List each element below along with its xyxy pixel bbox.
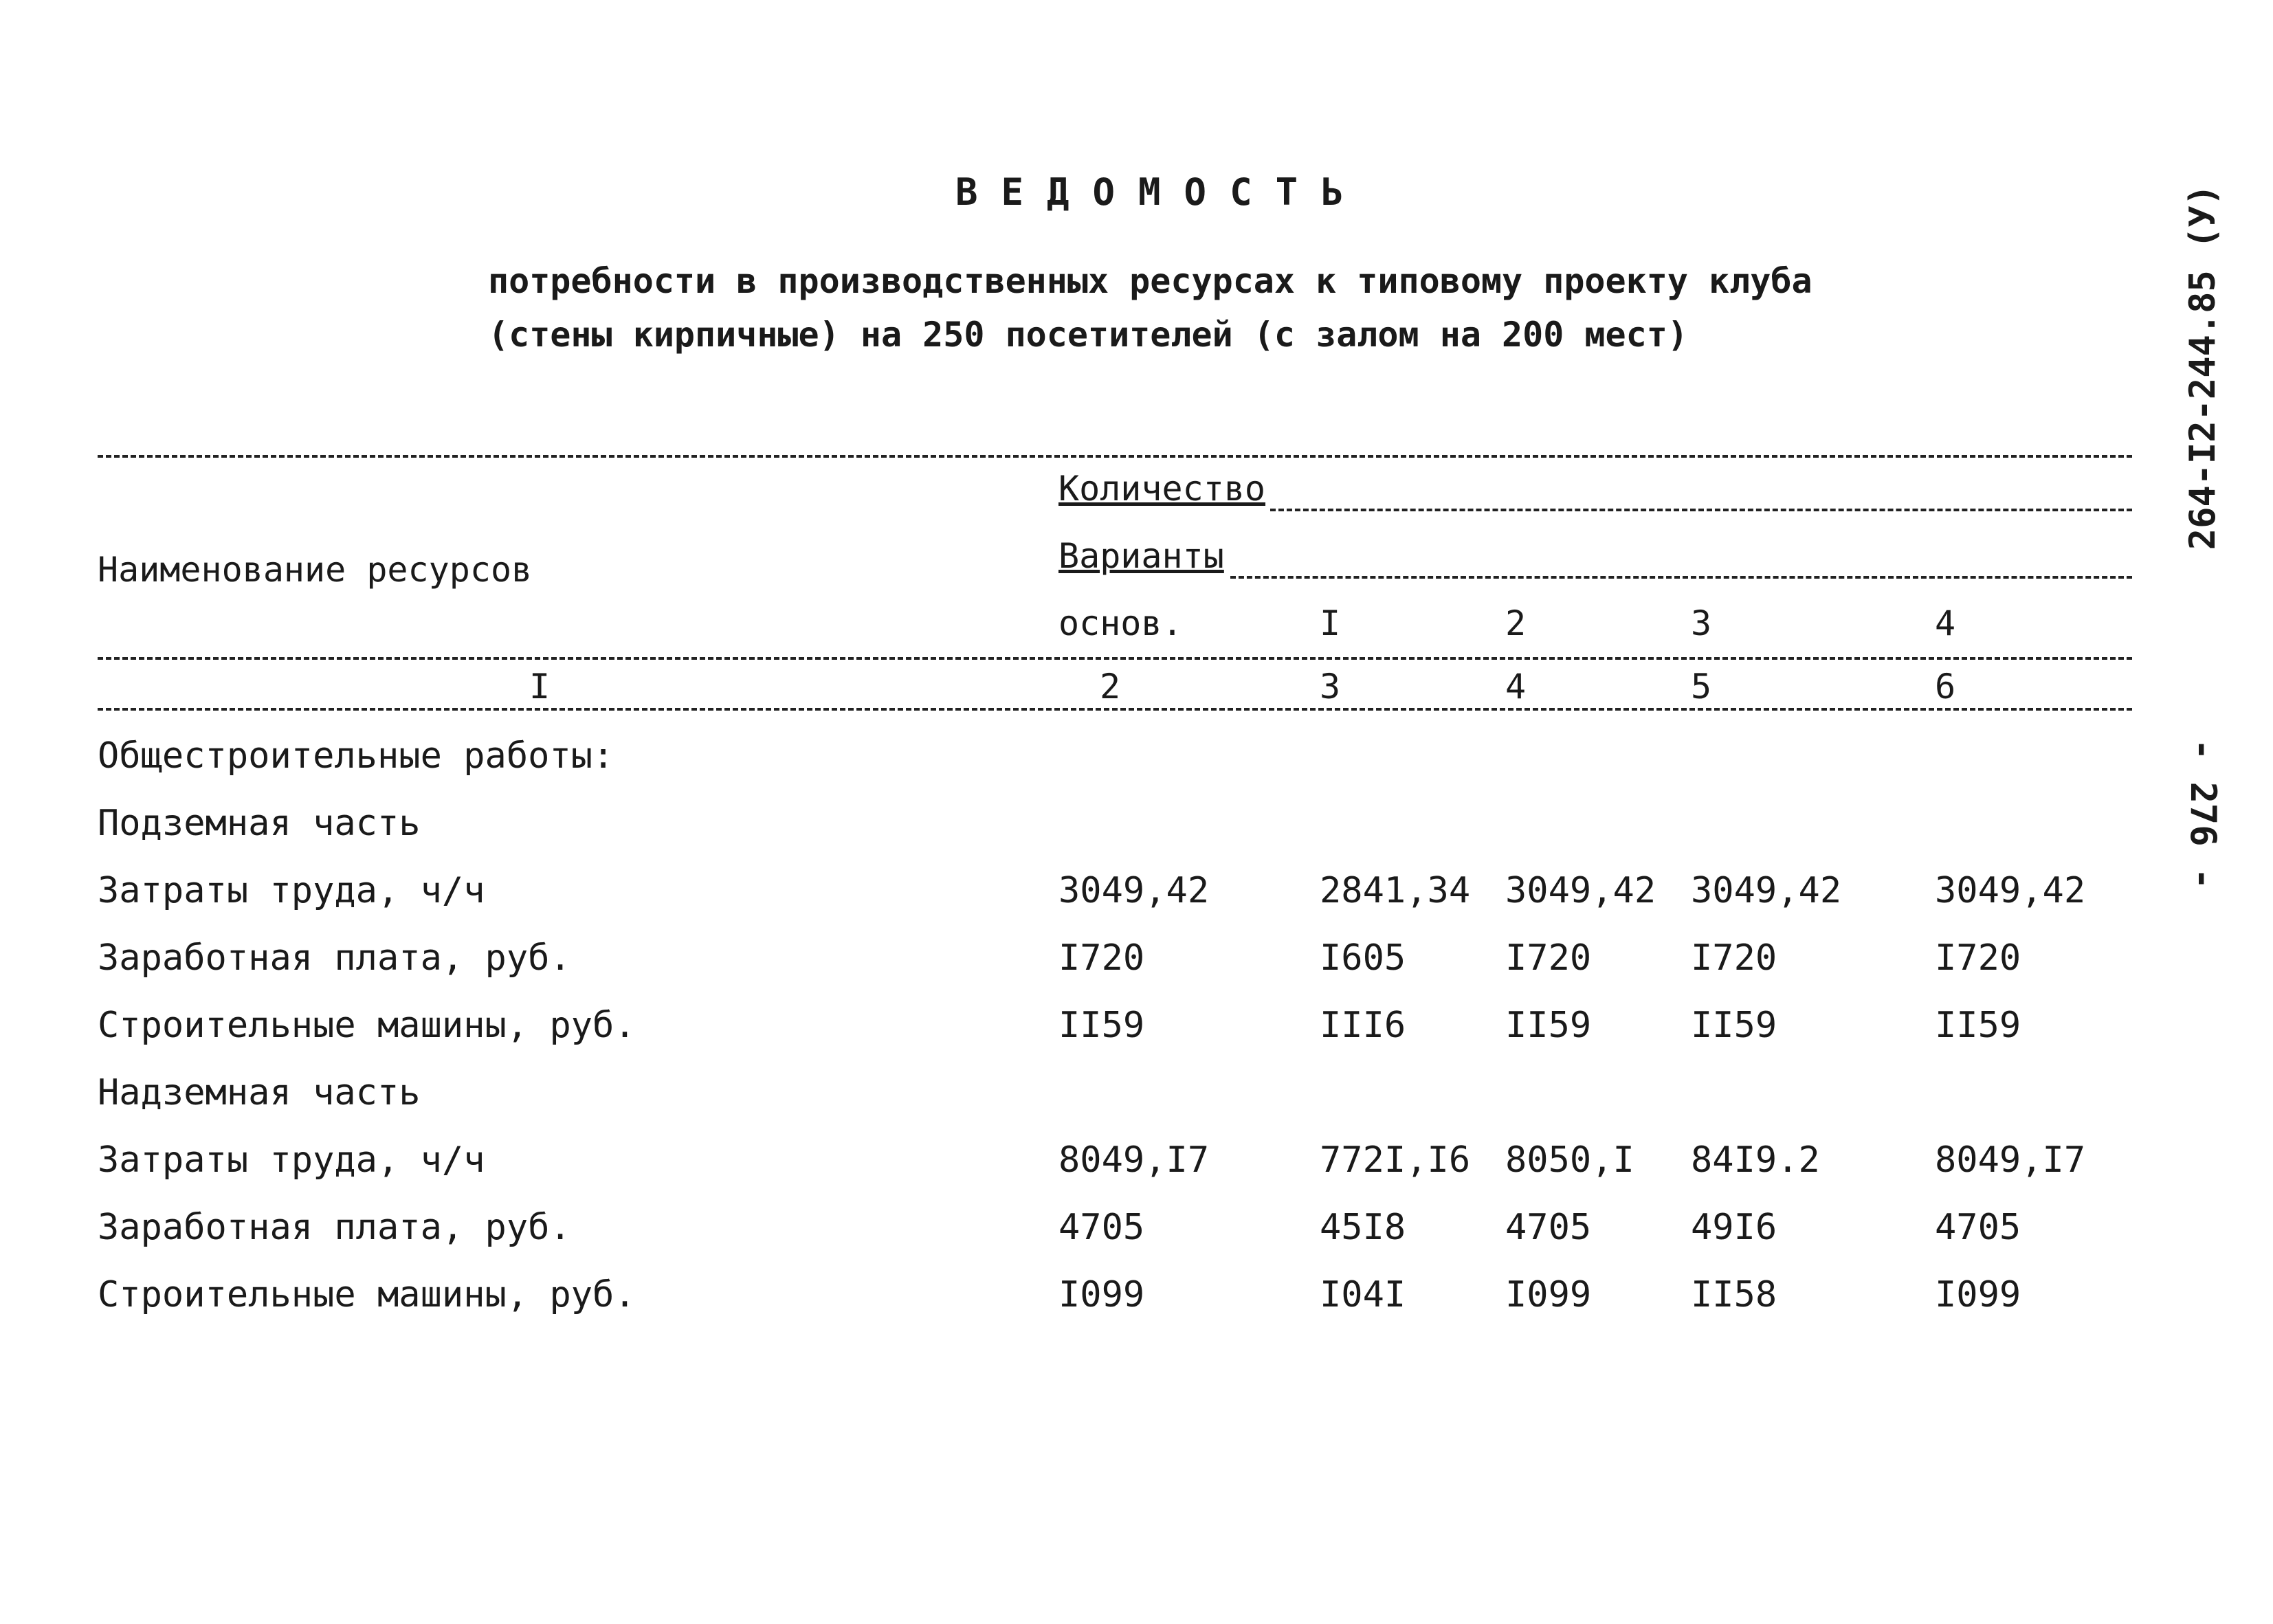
header-variant-2: 2 [1505,603,1527,643]
header-quantity: Количество [1058,469,1266,509]
table-cell: II58 [1691,1274,1777,1315]
table-rule-header-bottom [98,657,2132,660]
table-cell: I099 [1058,1274,1145,1315]
table-cell: II59 [1058,1005,1145,1046]
table-cell: III6 [1320,1005,1406,1046]
table-cell: 8050,I [1505,1139,1634,1181]
table-cell: I099 [1935,1274,2021,1315]
table-cell: 3049,42 [1935,870,2086,911]
table-rule-quantity [1270,509,2132,511]
column-number-4: 4 [1505,667,1527,707]
table-cell: 4705 [1505,1207,1592,1248]
row-label: Строительные машины, руб. [98,1274,636,1315]
column-number-6: 6 [1935,667,1956,707]
row-label: Строительные машины, руб. [98,1005,636,1046]
column-number-3: 3 [1320,667,1341,707]
row-label: Подземная часть [98,803,421,844]
row-label: Заработная плата, руб. [98,1207,571,1248]
header-variant-base: основ. [1058,603,1183,643]
page-number: - 276 - [2182,739,2224,890]
table-cell: II59 [1935,1005,2021,1046]
table-cell: 3049,42 [1691,870,1842,911]
document-subtitle-line1: потребности в производственных ресурсах к типовому проекту клуба [488,261,1812,301]
table-cell: I720 [1935,937,2021,979]
table-cell: 84I9.2 [1691,1139,1820,1181]
document-code: 264-I2-244.85 (У) [2182,184,2224,550]
header-variant-4: 4 [1935,603,1956,643]
row-label: Затраты труда, ч/ч [98,870,485,911]
row-label: Заработная плата, руб. [98,937,571,979]
table-cell: 4705 [1058,1207,1145,1248]
table-cell: 8049,I7 [1058,1139,1210,1181]
table-cell: 3049,42 [1505,870,1656,911]
document-title: ВЕДОМОСТЬ [955,170,1367,214]
row-label: Затраты труда, ч/ч [98,1139,485,1181]
table-cell: 772I,I6 [1320,1139,1471,1181]
column-number-5: 5 [1691,667,1712,707]
row-label: Общестроительные работы: [98,735,614,777]
table-cell: 45I8 [1320,1207,1406,1248]
table-cell: 3049,42 [1058,870,1210,911]
table-cell: I720 [1691,937,1777,979]
header-variant-1: I [1320,603,1341,643]
column-number-2: 2 [1100,667,1121,707]
table-cell: II59 [1505,1005,1592,1046]
document-subtitle-line2: (стены кирпичные) на 250 посетителей (с залом на 200 мест) [488,315,1688,355]
table-cell: 2841,34 [1320,870,1471,911]
table-cell: I099 [1505,1274,1592,1315]
table-cell: I720 [1505,937,1592,979]
header-variants: Варианты [1058,536,1224,576]
column-number-1: I [529,667,551,707]
header-variant-3: 3 [1691,603,1712,643]
table-rule-colnums-bottom [98,708,2132,711]
header-resource-name: Наименование ресурсов [98,550,533,590]
table-cell: I605 [1320,937,1406,979]
table-cell: 49I6 [1691,1207,1777,1248]
table-cell: I04I [1320,1274,1406,1315]
table-cell: II59 [1691,1005,1777,1046]
table-rule-variants [1230,576,2132,579]
table-cell: I720 [1058,937,1145,979]
table-cell: 8049,I7 [1935,1139,2086,1181]
row-label: Надземная часть [98,1072,421,1113]
table-rule-top [98,455,2132,458]
table-cell: 4705 [1935,1207,2021,1248]
